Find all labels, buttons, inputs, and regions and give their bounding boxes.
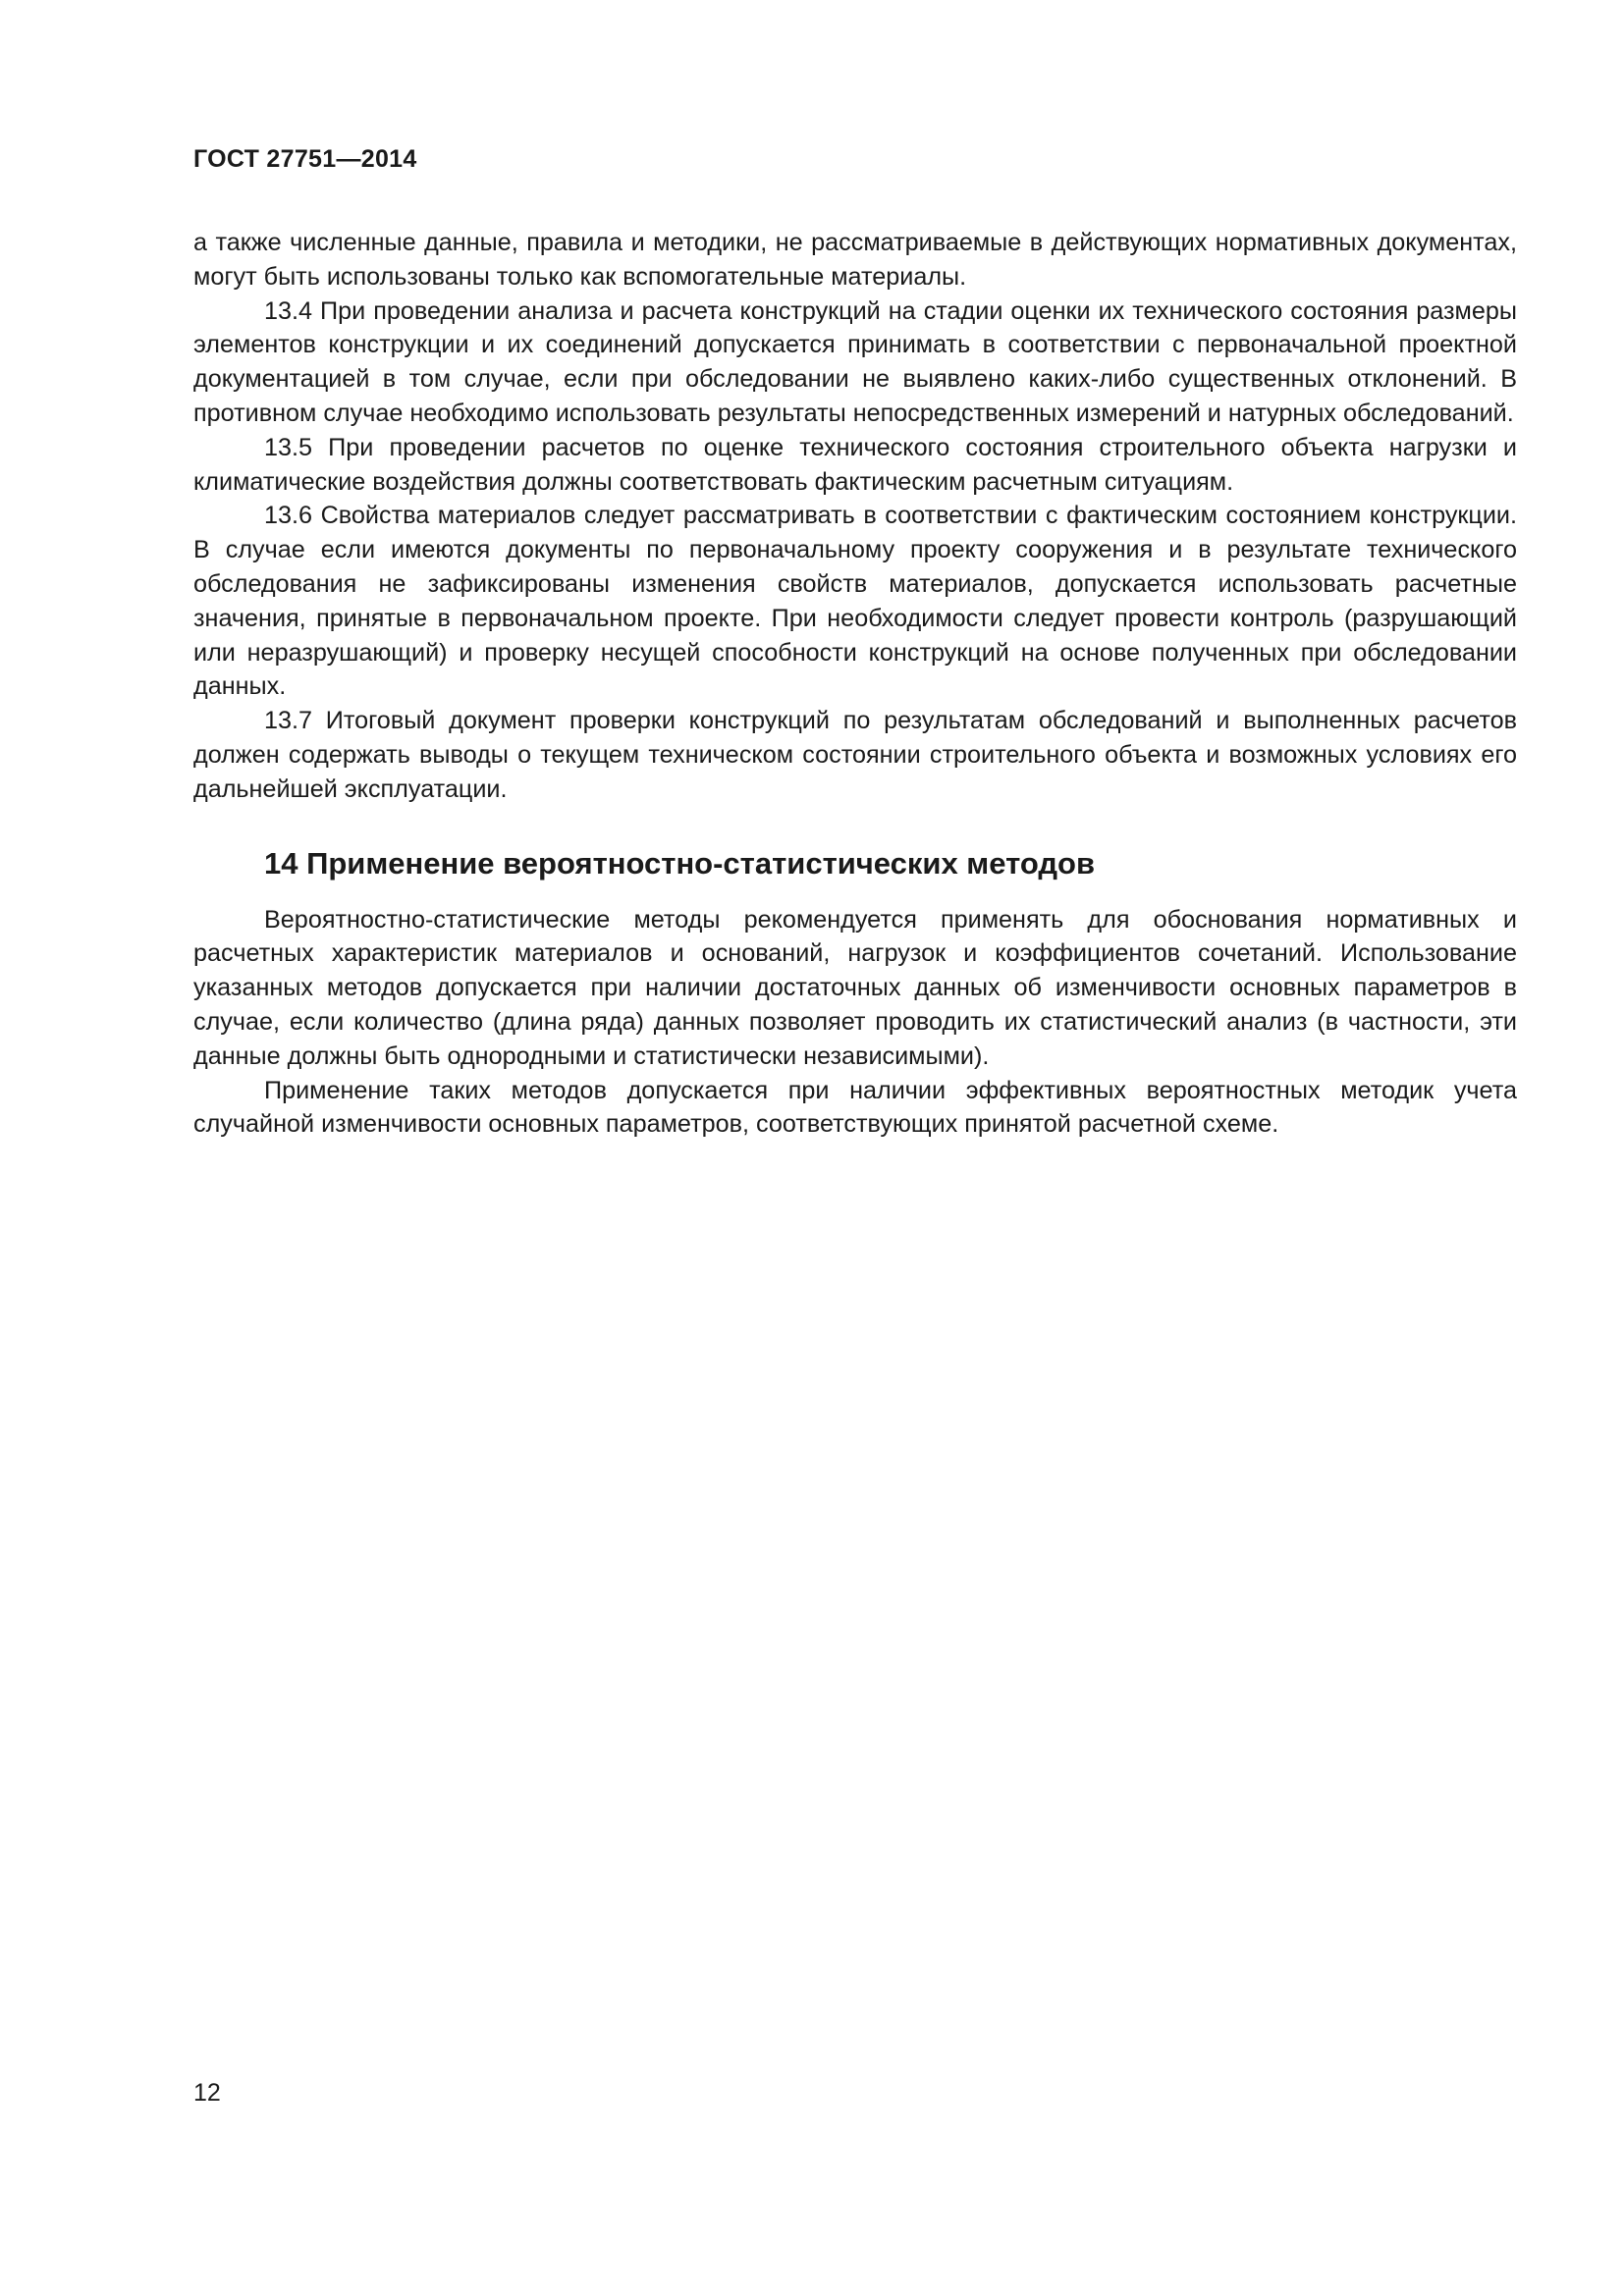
page-number: 12: [193, 2079, 221, 2107]
document-id-header: ГОСТ 27751—2014: [193, 145, 417, 173]
paragraph-13-6: 13.6 Свойства материалов следует рассматривать в соответствии с фактическим состоянием конструкции. В случае если имеются документы по первоначальному проекту сооружения и в результате технического обследования не зафиксированы изменения свойств материалов, допускается использовать расчетные значения, принятые в первоначальном проекте. При необходимости следует провести контроль (разрушающий или неразрушающий) и проверку несущей способности конструкций на основе полученных при обследовании данных.: [193, 502, 1517, 701]
paragraph-continuation: а также численные данные, правила и методики, не рассматриваемые в действующих нормативных документах, могут быть использованы только как вспомогательные материалы.: [193, 229, 1517, 291]
paragraph-14-2: Применение таких методов допускается при наличии эффективных вероятностных методик учета случайной изменчивости основных параметров, соответствующих принятой расчетной схеме.: [193, 1076, 1517, 1139]
paragraph-13-5: 13.5 При проведении расчетов по оценке технического состояния строительного объекта нагрузки и климатические воздействия должны соответствовать фактическим расчетным ситуациям.: [193, 433, 1517, 496]
paragraph-13-4: 13.4 При проведении анализа и расчета конструкций на стадии оценки их технического состояния размеры элементов конструкции и их соединений допускается принимать в соответствии с первоначальной проектной документацией в том случае, если при обследовании не выявлено каких-либо существенных отклонений. В противном случае необходимо использовать результаты непосредственных измерений и натурных обследований.: [193, 296, 1517, 427]
paragraph-13-7: 13.7 Итоговый документ проверки конструкций по результатам обследований и выполненных расчетов должен содержать выводы о текущем техническом состоянии строительного объекта и возможных условиях его дальнейшей эксплуатации.: [193, 707, 1517, 803]
paragraph-14-1: Вероятностно-статистические методы рекомендуется применять для обоснования нормативных и расчетных характеристик материалов и оснований, нагрузок и коэффициентов сочетаний. Использование указанных методов допускается при наличии достаточных данных об изменчивости основных параметров в случае, если количество (длина ряда) данных позволяет проводить их статистический анализ (в частности, эти данные должны быть однородными и статистически независимыми).: [193, 905, 1517, 1070]
page-body: [193, 226, 1517, 1142]
section-14-heading: 14 Применение вероятностно-статистических методов: [264, 845, 1096, 881]
